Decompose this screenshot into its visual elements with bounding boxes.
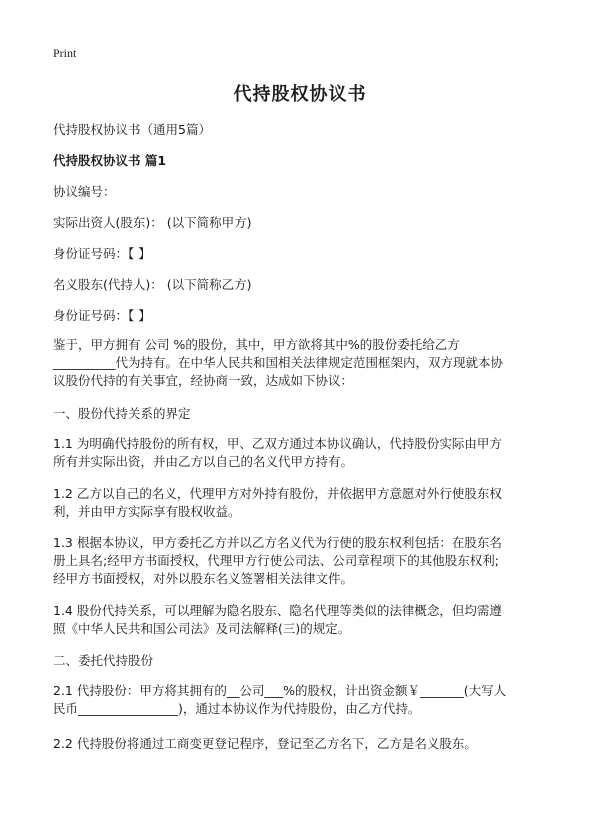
- preamble-line: 议股份代持的有关事宜，经协商一致，达成如下协议：: [53, 373, 354, 388]
- preamble-line: 鉴于，甲方拥有 公司 %的股份，其中，甲方欲将其中%的股份委托给乙方: [53, 337, 460, 352]
- document-subtitle: 代持股权协议书（通用5篇）: [53, 122, 211, 137]
- clause-line: 经甲方书面授权，对外以股东名义签署相关法律文件。: [53, 571, 354, 586]
- clause-2-2: 2.2 代持股份将通过工商变更登记程序，登记至乙方名下，乙方是名义股东。: [53, 736, 477, 751]
- heading-section-1: 一、股份代持关系的界定: [53, 406, 191, 421]
- party-b-id-line: 身份证号码：【 】: [53, 308, 151, 323]
- print-label[interactable]: Print: [53, 46, 77, 60]
- party-b-line: 名义股东(代持人)： (以下简称乙方): [53, 277, 252, 292]
- document-title: 代持股权协议书: [233, 84, 367, 105]
- clause-line: 1.4 股份代持关系，可以理解为隐名股东、隐名代理等类似的法律概念，但均需遵: [53, 603, 502, 618]
- clause-line: 1.2 乙方以自己的名义，代理甲方对外持有股份，并依据甲方意愿对外行使股东权: [53, 486, 502, 501]
- clause-1-3: [53, 534, 547, 588]
- clause-line: 利，并由甲方实际享有股权收益。: [53, 504, 241, 519]
- section-heading: 代持股权协议书 篇1: [53, 153, 167, 168]
- clause-1-4: [53, 602, 547, 638]
- clause-line: 2.1 代持股份：甲方将其拥有的__公司___%的股权，计出资金额￥_______(大写人: [53, 683, 507, 698]
- heading-section-2: 二、委托代持股份: [53, 653, 154, 668]
- clause-line: 民币________________)，通过本协议作为代持股份，由乙方代持。: [53, 701, 421, 716]
- party-a-line: 实际出资人(股东)： (以下简称甲方): [53, 215, 252, 230]
- clause-2-1: [53, 682, 547, 718]
- clause-line: 1.3 根据本协议，甲方委托乙方并以乙方名义代为行使的股东权利包括：在股东名: [53, 535, 502, 550]
- party-a-id-line: 身份证号码：【 】: [53, 246, 151, 261]
- clause-line: 1.1 为明确代持股份的所有权，甲、乙双方通过本协议确认，代持股份实际由甲方: [53, 436, 502, 451]
- agreement-number: 协议编号：: [53, 184, 116, 199]
- clause-line: 照《中华人民共和国公司法》及司法解释(三)的规定。: [53, 621, 351, 636]
- clause-1-1: [53, 435, 547, 471]
- clause-1-2: [53, 485, 547, 521]
- clause-line: 册上具名;经甲方书面授权，代理甲方行使公司法、公司章程项下的其他股东权利;: [53, 553, 499, 568]
- preamble-paragraph: [53, 336, 547, 390]
- clause-line: 所有并实际出资，并由乙方以自己的名义代甲方持有。: [53, 454, 354, 469]
- preamble-line: __________代为持有。在中华人民共和国相关法律规定范围框架内，双方现就本协: [53, 355, 504, 370]
